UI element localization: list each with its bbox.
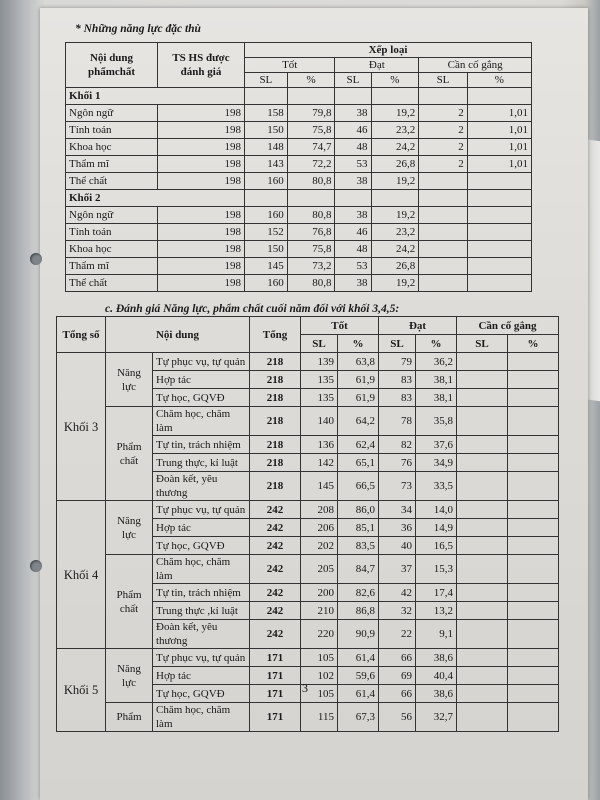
total-value: 171 (250, 649, 301, 667)
cell-value: 59,6 (338, 667, 379, 685)
category-nangluc: Năng lực (106, 501, 153, 555)
total-value: 242 (250, 584, 301, 602)
cell-value: 198 (158, 139, 245, 156)
total-value: 171 (250, 667, 301, 685)
cell-value: 64,2 (338, 407, 379, 436)
empty-cell (457, 371, 508, 389)
cell-value: 206 (301, 519, 338, 537)
category-phamchat: Phẩm chất (106, 555, 153, 649)
total-value: 242 (250, 602, 301, 620)
total-value: 242 (250, 555, 301, 584)
cell-value: 73,2 (287, 258, 335, 275)
cell-value: 46 (335, 224, 371, 241)
cell-value: 35,8 (416, 407, 457, 436)
cell-value: 63,8 (338, 353, 379, 371)
header-sl: SL (457, 335, 508, 353)
cell-value: 23,2 (371, 122, 419, 139)
cell-value: 24,2 (371, 139, 419, 156)
empty-cell (467, 88, 531, 105)
empty-cell (457, 620, 508, 649)
empty-cell (457, 537, 508, 555)
cell-value: 66,5 (338, 472, 379, 501)
cell-value: 75,8 (287, 122, 335, 139)
empty-cell (457, 389, 508, 407)
cell-value: 38,1 (416, 371, 457, 389)
row-label: Tính toán (66, 224, 158, 241)
cell-value: 160 (245, 173, 288, 190)
cell-value: 158 (245, 105, 288, 122)
cell-value: 1,01 (467, 156, 531, 173)
category-nangluc: Năng lực (106, 353, 153, 407)
empty-cell (508, 472, 559, 501)
cell-value: 86,8 (338, 602, 379, 620)
cell-value: 38,6 (416, 649, 457, 667)
empty-cell (457, 472, 508, 501)
row-label: Tự học, GQVĐ (153, 389, 250, 407)
empty-cell (371, 190, 419, 207)
row-label: Đoàn kết, yêu thương (153, 620, 250, 649)
header-tongso: Tổng số (57, 317, 106, 353)
cell-value: 9,1 (416, 620, 457, 649)
empty-cell (371, 88, 419, 105)
cell-value: 2 (419, 105, 468, 122)
table-row (57, 649, 559, 667)
empty-cell (335, 190, 371, 207)
cell-value: 145 (245, 258, 288, 275)
cell-value: 16,5 (416, 537, 457, 555)
empty-cell (508, 649, 559, 667)
cell-value: 85,1 (338, 519, 379, 537)
header-pct: % (371, 73, 419, 88)
row-label: Ngôn ngữ (66, 105, 158, 122)
cell-value: 198 (158, 156, 245, 173)
cell-value: 38 (335, 207, 371, 224)
cell-value: 210 (301, 602, 338, 620)
cell-value: 115 (301, 703, 338, 732)
cell-value: 22 (379, 620, 416, 649)
cell-value: 56 (379, 703, 416, 732)
empty-cell (508, 620, 559, 649)
empty-cell (335, 88, 371, 105)
cell-value: 61,9 (338, 371, 379, 389)
total-value: 218 (250, 436, 301, 454)
header-sl: SL (245, 73, 288, 88)
cell-value: 80,8 (287, 173, 335, 190)
cell-value: 26,8 (371, 258, 419, 275)
header-dat: Đạt (335, 58, 419, 73)
cell-value: 19,2 (371, 207, 419, 224)
empty-cell (508, 371, 559, 389)
header-ts: TS HS được đánh giá (158, 43, 245, 88)
cell-value: 136 (301, 436, 338, 454)
total-value: 171 (250, 685, 301, 703)
cell-value (419, 224, 468, 241)
cell-value: 83 (379, 371, 416, 389)
header-sl: SL (301, 335, 338, 353)
empty-cell (457, 436, 508, 454)
header-pct: % (416, 335, 457, 353)
empty-cell (508, 685, 559, 703)
header-pct: % (287, 73, 335, 88)
total-value: 242 (250, 620, 301, 649)
group-row (66, 190, 532, 207)
empty-cell (508, 407, 559, 436)
header-sl: SL (335, 73, 371, 88)
cell-value: 34 (379, 501, 416, 519)
cell-value: 160 (245, 207, 288, 224)
cell-value: 198 (158, 258, 245, 275)
header-content: Nội dung phẩmchất (66, 43, 158, 88)
cell-value: 32,7 (416, 703, 457, 732)
cell-value (419, 258, 468, 275)
cell-value: 135 (301, 389, 338, 407)
cell-value: 40,4 (416, 667, 457, 685)
cell-value: 42 (379, 584, 416, 602)
row-label: Đoàn kết, yêu thương (153, 472, 250, 501)
punch-hole (30, 253, 42, 265)
cell-value: 198 (158, 122, 245, 139)
row-label: Tự tin, trách nhiệm (153, 436, 250, 454)
cell-value: 37 (379, 555, 416, 584)
empty-cell (457, 501, 508, 519)
cell-value: 198 (158, 224, 245, 241)
header-pct: % (338, 335, 379, 353)
cell-value: 2 (419, 156, 468, 173)
header-noidung: Nội dung (106, 317, 250, 353)
row-label: Trung thực ,kỉ luật (153, 602, 250, 620)
cell-value: 15,3 (416, 555, 457, 584)
category-phamchat: Phẩm chất (106, 407, 153, 501)
empty-cell (508, 389, 559, 407)
table-row (57, 555, 559, 584)
empty-cell (457, 353, 508, 371)
cell-value: 1,01 (467, 122, 531, 139)
empty-cell (508, 436, 559, 454)
cell-value: 140 (301, 407, 338, 436)
row-label: Tự phục vụ, tự quản (153, 649, 250, 667)
cell-value (419, 207, 468, 224)
empty-cell (457, 454, 508, 472)
cell-value: 2 (419, 139, 468, 156)
cell-value: 38,1 (416, 389, 457, 407)
row-label: Chăm học, chăm làm (153, 555, 250, 584)
total-value: 218 (250, 472, 301, 501)
empty-cell (457, 685, 508, 703)
row-label: Chăm học, chăm làm (153, 703, 250, 732)
total-value: 218 (250, 371, 301, 389)
cell-value: 198 (158, 105, 245, 122)
cell-value: 73 (379, 472, 416, 501)
cell-value: 19,2 (371, 275, 419, 292)
cell-value: 61,4 (338, 649, 379, 667)
cell-value (467, 275, 531, 292)
cell-value: 143 (245, 156, 288, 173)
cell-value: 82,6 (338, 584, 379, 602)
cell-value: 17,4 (416, 584, 457, 602)
cell-value: 34,9 (416, 454, 457, 472)
cell-value: 65,1 (338, 454, 379, 472)
cell-value: 66 (379, 649, 416, 667)
row-label: Thẩm mĩ (66, 156, 158, 173)
total-value: 242 (250, 537, 301, 555)
header-ccg: Cần cố gắng (457, 317, 559, 335)
total-value: 218 (250, 407, 301, 436)
cell-value: 76,8 (287, 224, 335, 241)
row-label: Tự học, GQVĐ (153, 537, 250, 555)
cell-value: 1,01 (467, 139, 531, 156)
cell-value: 200 (301, 584, 338, 602)
cell-value: 150 (245, 122, 288, 139)
empty-cell (508, 537, 559, 555)
cell-value: 80,8 (287, 207, 335, 224)
empty-cell (508, 703, 559, 732)
row-label: Hợp tác (153, 371, 250, 389)
group-label: Khối 2 (66, 190, 245, 207)
total-value: 218 (250, 454, 301, 472)
empty-cell (457, 667, 508, 685)
cell-value: 208 (301, 501, 338, 519)
empty-cell (508, 584, 559, 602)
cell-value: 150 (245, 241, 288, 258)
row-label: Thẩm mĩ (66, 258, 158, 275)
grade-label: Khối 5 (57, 649, 106, 732)
cell-value: 38 (335, 105, 371, 122)
table-row (66, 224, 532, 241)
header-tong: Tổng (250, 317, 301, 353)
cell-value: 53 (335, 258, 371, 275)
cell-value: 2 (419, 122, 468, 139)
cell-value (467, 224, 531, 241)
empty-cell (457, 584, 508, 602)
cell-value (419, 275, 468, 292)
empty-cell (508, 602, 559, 620)
table-row (66, 275, 532, 292)
empty-cell (508, 454, 559, 472)
empty-cell (287, 190, 335, 207)
total-value: 218 (250, 353, 301, 371)
row-label: Tính toán (66, 122, 158, 139)
cell-value: 105 (301, 649, 338, 667)
cell-value: 19,2 (371, 173, 419, 190)
cell-value: 152 (245, 224, 288, 241)
cell-value: 84,7 (338, 555, 379, 584)
table-row (57, 353, 559, 371)
cell-value: 160 (245, 275, 288, 292)
group-label: Khối 1 (66, 88, 245, 105)
category-phamchat: Phẩm (106, 703, 153, 732)
cell-value: 90,9 (338, 620, 379, 649)
cell-value: 220 (301, 620, 338, 649)
row-label: Ngôn ngữ (66, 207, 158, 224)
cell-value: 61,9 (338, 389, 379, 407)
cell-value: 202 (301, 537, 338, 555)
total-value: 218 (250, 389, 301, 407)
cell-value: 23,2 (371, 224, 419, 241)
row-label: Tự phục vụ, tự quản (153, 353, 250, 371)
cell-value: 105 (301, 685, 338, 703)
cell-value: 102 (301, 667, 338, 685)
table-row (66, 105, 532, 122)
table-row (57, 703, 559, 732)
cell-value (419, 173, 468, 190)
cell-value: 198 (158, 241, 245, 258)
row-label: Tự phục vụ, tự quản (153, 501, 250, 519)
section-title-end-year: c. Đánh giá Năng lực, phẩm chất cuối năm đối với khối 3,4,5: (105, 303, 400, 315)
total-value: 171 (250, 703, 301, 732)
header-tot: Tốt (245, 58, 335, 73)
row-label: Chăm học, chăm làm (153, 407, 250, 436)
table-row (66, 156, 532, 173)
table-row (66, 258, 532, 275)
cell-value (467, 258, 531, 275)
cell-value: 148 (245, 139, 288, 156)
header-ccg: Cần cố gắng (419, 58, 532, 73)
cell-value: 26,8 (371, 156, 419, 173)
cell-value: 79,8 (287, 105, 335, 122)
cell-value: 36,2 (416, 353, 457, 371)
row-label: Thể chất (66, 173, 158, 190)
table-row (57, 501, 559, 519)
cell-value: 13,2 (416, 602, 457, 620)
empty-cell (419, 190, 468, 207)
row-label: Thể chất (66, 275, 158, 292)
cell-value: 69 (379, 667, 416, 685)
header-sl: SL (379, 335, 416, 353)
cell-value (419, 241, 468, 258)
empty-cell (508, 555, 559, 584)
cell-value: 142 (301, 454, 338, 472)
table-row (66, 139, 532, 156)
cell-value: 80,8 (287, 275, 335, 292)
header-dat: Đạt (379, 317, 457, 335)
cell-value: 14,9 (416, 519, 457, 537)
cell-value: 38,6 (416, 685, 457, 703)
table-row (57, 407, 559, 436)
cell-value: 48 (335, 241, 371, 258)
cell-value: 78 (379, 407, 416, 436)
table-row (66, 122, 532, 139)
empty-cell (457, 519, 508, 537)
empty-cell (508, 519, 559, 537)
cell-value (467, 207, 531, 224)
cell-value: 79 (379, 353, 416, 371)
header-pct: % (508, 335, 559, 353)
cell-value: 48 (335, 139, 371, 156)
table-row (66, 241, 532, 258)
row-label: Trung thực, kỉ luật (153, 454, 250, 472)
grade-label: Khối 4 (57, 501, 106, 649)
cell-value: 66 (379, 685, 416, 703)
cell-value: 205 (301, 555, 338, 584)
special-competencies-table (65, 42, 532, 292)
empty-cell (467, 190, 531, 207)
row-label: Hợp tác (153, 667, 250, 685)
row-label: Hợp tác (153, 519, 250, 537)
header-pct: % (467, 73, 531, 88)
empty-cell (245, 190, 288, 207)
empty-cell (457, 555, 508, 584)
grade-label: Khối 3 (57, 353, 106, 501)
cell-value: 135 (301, 371, 338, 389)
category-nangluc: Năng lực (106, 649, 153, 703)
cell-value: 24,2 (371, 241, 419, 258)
cell-value: 38 (335, 173, 371, 190)
row-label: Khoa học (66, 241, 158, 258)
header-xeploai: Xếp loại (245, 43, 532, 58)
empty-cell (457, 407, 508, 436)
cell-value: 83 (379, 389, 416, 407)
cell-value: 82 (379, 436, 416, 454)
cell-value (467, 173, 531, 190)
cell-value: 74,7 (287, 139, 335, 156)
empty-cell (245, 88, 288, 105)
total-value: 242 (250, 519, 301, 537)
cell-value: 198 (158, 173, 245, 190)
row-label: Tự tin, trách nhiệm (153, 584, 250, 602)
cell-value: 36 (379, 519, 416, 537)
cell-value: 72,2 (287, 156, 335, 173)
cell-value: 86,0 (338, 501, 379, 519)
empty-cell (508, 667, 559, 685)
cell-value: 32 (379, 602, 416, 620)
page-number: 3 (302, 681, 308, 695)
row-label: Tự học, GQVĐ (153, 685, 250, 703)
punch-hole (30, 560, 42, 572)
header-tot: Tốt (301, 317, 379, 335)
cell-value: 198 (158, 275, 245, 292)
empty-cell (287, 88, 335, 105)
cell-value: 19,2 (371, 105, 419, 122)
cell-value: 139 (301, 353, 338, 371)
row-label: Khoa học (66, 139, 158, 156)
empty-cell (457, 703, 508, 732)
cell-value: 46 (335, 122, 371, 139)
table-row (66, 207, 532, 224)
cell-value: 145 (301, 472, 338, 501)
header-sl: SL (419, 73, 468, 88)
cell-value: 1,01 (467, 105, 531, 122)
empty-cell (457, 602, 508, 620)
cell-value: 76 (379, 454, 416, 472)
cell-value: 75,8 (287, 241, 335, 258)
empty-cell (508, 353, 559, 371)
cell-value: 14,0 (416, 501, 457, 519)
table-row (66, 173, 532, 190)
cell-value: 198 (158, 207, 245, 224)
cell-value: 38 (335, 275, 371, 292)
end-year-evaluation-table (56, 316, 559, 732)
cell-value: 33,5 (416, 472, 457, 501)
cell-value: 53 (335, 156, 371, 173)
cell-value (467, 241, 531, 258)
group-row (66, 88, 532, 105)
cell-value: 83,5 (338, 537, 379, 555)
total-value: 242 (250, 501, 301, 519)
cell-value: 40 (379, 537, 416, 555)
empty-cell (457, 649, 508, 667)
cell-value: 61,4 (338, 685, 379, 703)
cell-value: 37,6 (416, 436, 457, 454)
empty-cell (508, 501, 559, 519)
empty-cell (419, 88, 468, 105)
cell-value: 67,3 (338, 703, 379, 732)
cell-value: 62,4 (338, 436, 379, 454)
section-title-special-competencies: * Những năng lực đặc thù (75, 23, 201, 35)
